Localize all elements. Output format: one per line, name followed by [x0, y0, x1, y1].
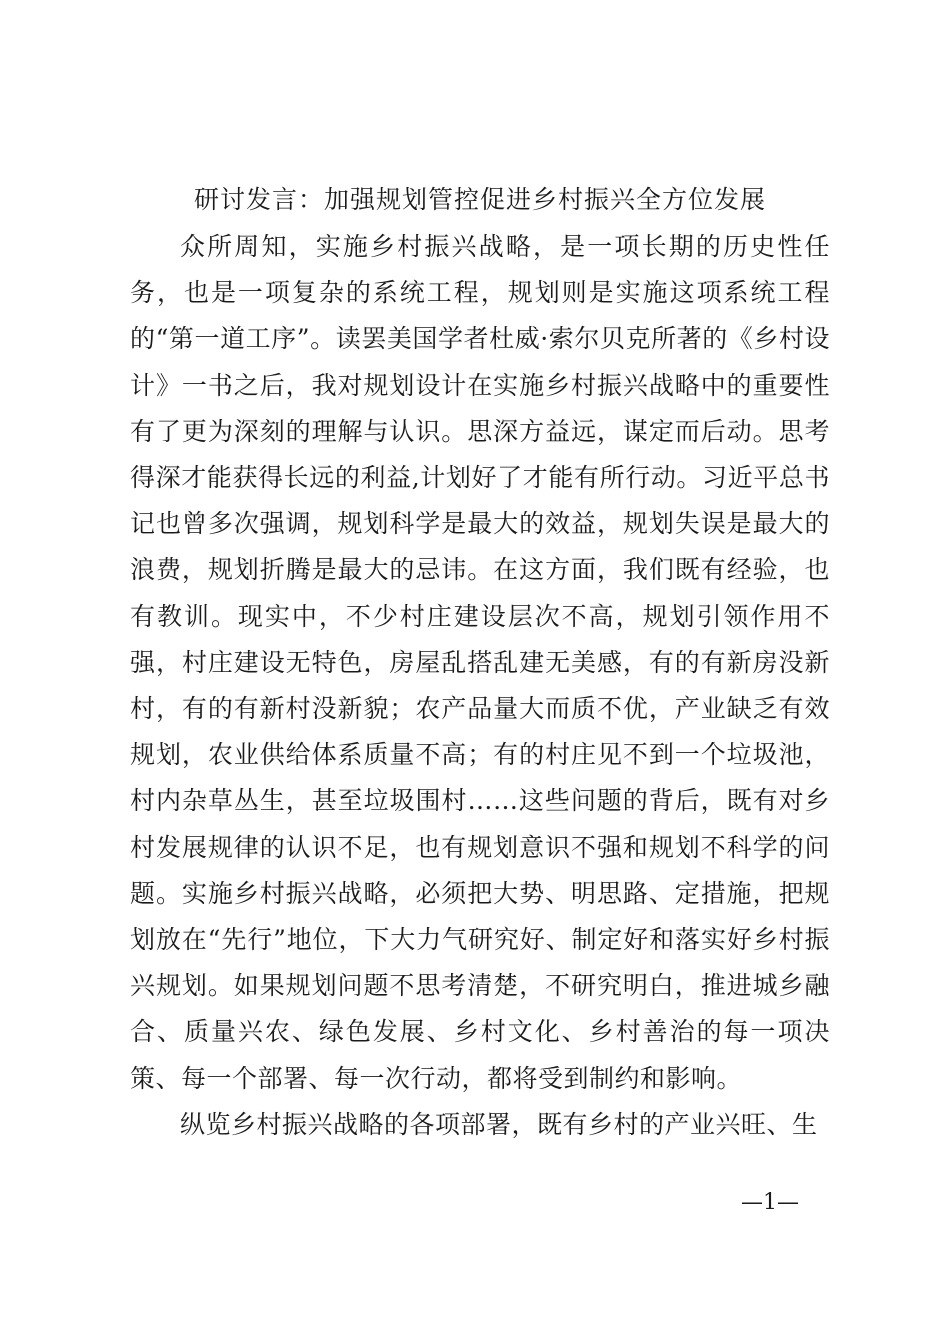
- paragraph-1: 众所周知，实施乡村振兴战略，是一项长期的历史性任务，也是一项复杂的系统工程，规划则是实施这项系统工程的“第一道工序”。读罢美国学者杜威·索尔贝克所著的《乡村设计》一书之后，我对规划设计在实施乡村振兴战略中的重要性有了更为深刻的理解与认识。思深方益远，谋定而后动。思考得深才能获得长远的利益,计划好了才能有所行动。习近平总书记也曾多次强调，规划科学是最大的效益，规划失误是最大的浪费，规划折腾是最大的忌讳。在这方面，我们既有经验，也有教训。现实中，不少村庄建设层次不高，规划引领作用不强，村庄建设无特色，房屋乱搭乱建无美感，有的有新房没新村，有的有新村没新貌；农产品量大而质不优，产业缺乏有效规划，农业供给体系质量不高；有的村庄见不到一个垃圾池，村内杂草丛生，甚至垃圾围村……这些问题的背后，既有对乡村发展规律的认识不足，也有规划意识不强和规划不科学的问题。实施乡村振兴战略，必须把大势、明思路、定措施，把规划放在“先行”地位，下大力气研究好、制定好和落实好乡村振兴规划。如果规划问题不思考清楚，不研究明白，推进城乡融合、质量兴农、绿色发展、乡村文化、乡村善治的每一项决策、每一个部署、每一次行动，都将受到制约和影响。: [130, 232, 830, 1093]
- document-body: [130, 224, 830, 1148]
- page-number: —1—: [741, 1190, 799, 1215]
- document-title: 研讨发言：加强规划管控促进乡村振兴全方位发展: [193, 185, 766, 214]
- paragraph-2: 纵览乡村振兴战略的各项部署，既有乡村的产业兴旺、生: [180, 1109, 818, 1139]
